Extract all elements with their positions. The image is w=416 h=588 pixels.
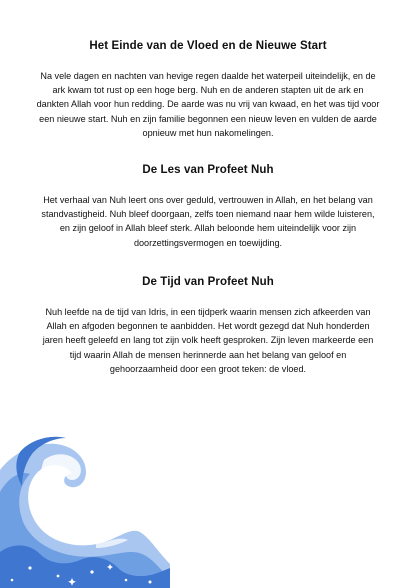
section-body: Het verhaal van Nuh leert ons over geduld, vertrouwen in Allah, en het belang van standvastigheid. Nuh bleef doorgaan, zelfs toen niemand naar hem wilde luisteren, en zijn geloof in Allah bleef sterk. Allah beloonde hem uiteindelijk voor zijn doorzettingsvermogen en toewijding.	[41, 195, 375, 248]
section-body: Na vele dagen en nachten van hevige regen daalde het waterpeil uiteindelijk, en de ark kwam tot rust op een hoge berg. Nuh en de anderen stapten uit de ark en dankten Allah voor hun redding. De aarde was nu vrij van kwaad, en het was tijd voor een nieuwe start. Nuh en zijn familie begonnen een nieuw leven en vulden de aarde opnieuw met hun nakomelingen.	[36, 71, 380, 138]
section-lesson	[36, 164, 380, 250]
section-flood-end	[36, 40, 380, 140]
section-heading: De Les van Profeet Nuh	[142, 164, 274, 176]
section-body: Nuh leefde na de tijd van Idris, in een tijdperk waarin mensen zich afkeerden van Allah en afgoden begonnen te aanbidden. Het wordt gezegd dat Nuh honderden jaren heeft geleefd en lang tot zijn volk heeft gesproken. Zijn leven markeerde een tijd waarin Allah de mensen herinnerde aan het belang van geloof en gehoorzaamheid door een groot teken: de vloed.	[42, 307, 374, 374]
section-time	[36, 276, 380, 376]
section-heading: Het Einde van de Vloed en de Nieuwe Start	[89, 40, 327, 52]
section-heading: De Tijd van Profeet Nuh	[142, 276, 274, 288]
wave-illustration	[0, 432, 170, 588]
